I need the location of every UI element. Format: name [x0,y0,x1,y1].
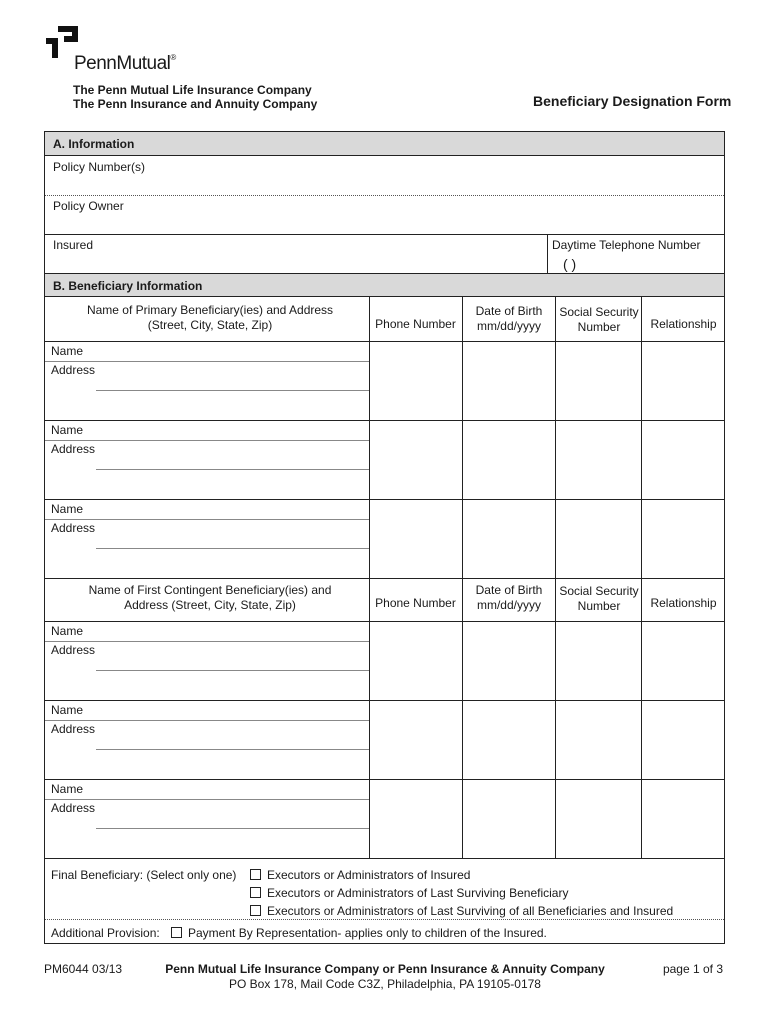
divider [45,858,724,859]
checkbox-icon[interactable] [250,869,261,880]
primary-2-address-label: Address [51,442,96,456]
payment-by-representation-option[interactable]: Payment By Representation- applies only to children of the Insured. [171,926,547,940]
primary-3-address-label: Address [51,521,96,535]
col-phone-header: Phone Number [375,596,456,610]
col-dob-header: Date of Birth mm/dd/yyyy [475,583,543,612]
contingent-1-address-field[interactable] [96,670,369,671]
primary-1-name-label: Name [51,344,84,358]
primary-2-name-field[interactable] [45,440,369,441]
checkbox-icon[interactable] [171,927,182,938]
primary-1-name-field[interactable] [45,361,369,362]
primary-3-address-field[interactable] [96,548,369,549]
footer-company-block [150,962,620,992]
checkbox-icon[interactable] [250,887,261,898]
section-b-header: B. Beneficiary Information [45,273,724,297]
company-line-1: The Penn Mutual Life Insurance Company [73,83,312,97]
form-title: Beneficiary Designation Form [533,93,732,109]
contingent-3-name-label: Name [51,782,84,796]
final-option-1[interactable]: Executors or Administrators of Insured [250,868,470,882]
divider [45,341,724,342]
primary-2-address-field[interactable] [96,469,369,470]
col-relationship-header: Relationship [650,317,717,331]
company-names [73,83,317,111]
divider [45,578,724,579]
page-number: page 1 of 3 [662,962,723,976]
contingent-1-address-label: Address [51,643,96,657]
contingent-2-address-label: Address [51,722,96,736]
final-option-2[interactable]: Executors or Administrators of Last Surviving Beneficiary [250,886,568,900]
primary-1-address-label: Address [51,363,96,377]
insured-label: Insured [53,238,94,252]
policy-owner-field[interactable] [45,234,724,235]
divider [45,779,724,780]
policy-owner-label: Policy Owner [53,199,124,213]
contingent-1-name-field[interactable] [45,641,369,642]
final-beneficiary-label: Final Beneficiary: (Select only one) [51,868,237,882]
final-option-3[interactable]: Executors or Administrators of Last Surviving of all Beneficiaries and Insured [250,904,673,918]
col-relationship-header: Relationship [650,596,717,610]
primary-3-name-field[interactable] [45,519,369,520]
divider [547,234,548,273]
policy-number-label: Policy Number(s) [53,160,146,174]
contingent-3-address-label: Address [51,801,96,815]
company-line-2: The Penn Insurance and Annuity Company [73,97,318,111]
divider [45,499,724,500]
divider [45,919,724,920]
policy-number-field[interactable] [45,195,724,196]
primary-2-name-label: Name [51,423,84,437]
primary-1-address-field[interactable] [96,390,369,391]
daytime-phone-label: Daytime Telephone Number [552,238,701,252]
brand-name: PennMutual® [74,53,176,74]
contingent-2-name-field[interactable] [45,720,369,721]
divider [45,420,724,421]
contingent-2-name-label: Name [51,703,84,717]
footer-company: Penn Mutual Life Insurance Company or Penn Insurance & Annuity Company [165,962,605,976]
col-phone-header: Phone Number [375,317,456,331]
contingent-2-address-field[interactable] [96,749,369,750]
col-dob-header: Date of Birth mm/dd/yyyy [475,304,543,333]
col-ssn-header: Social Security Number [559,305,639,334]
contingent-1-name-label: Name [51,624,84,638]
contingent-beneficiary-header: Name of First Contingent Beneficiary(ies) and Address (Street, City, State, Zip) [88,583,332,612]
section-a-header: A. Information [45,132,724,156]
daytime-phone-field[interactable]: ( ) [563,256,577,272]
footer-address: PO Box 178, Mail Code C3Z, Philadelphia, PA 19105-0178 [229,977,541,991]
form-number: PM6044 03/13 [44,962,123,976]
contingent-3-name-field[interactable] [45,799,369,800]
checkbox-icon[interactable] [250,905,261,916]
divider [45,700,724,701]
divider [45,621,724,622]
primary-beneficiary-header: Name of Primary Beneficiary(ies) and Address (Street, City, State, Zip) [86,303,334,332]
additional-provision-label: Additional Provision: [51,926,160,940]
col-ssn-header: Social Security Number [559,584,639,613]
form-box [44,131,725,944]
primary-3-name-label: Name [51,502,84,516]
contingent-3-address-field[interactable] [96,828,369,829]
